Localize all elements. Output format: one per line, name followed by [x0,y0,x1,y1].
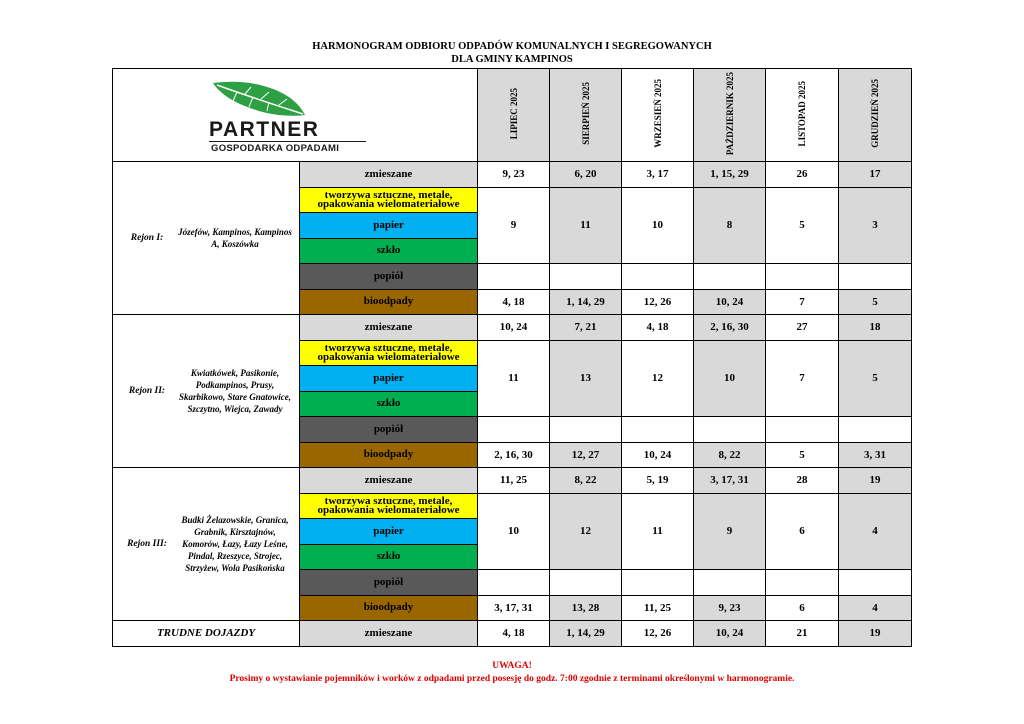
waste-type-plastic: tworzywa sztuczne, metale, opakowania wielomateriałowe [300,187,478,213]
mixed-date: 1, 14, 29 [550,621,622,647]
segregated-date: 11 [550,187,622,264]
leaf-icon [209,79,309,119]
waste-type-bio: bioodpady [300,595,478,621]
table-row [113,315,912,341]
ash-date [766,570,839,596]
bio-date: 12, 26 [622,289,694,315]
mixed-date: 2, 16, 30 [694,315,766,341]
mixed-date: 26 [766,162,839,188]
ash-date [839,417,912,443]
waste-type-ash: popiół [300,264,478,290]
segregated-date: 12 [550,493,622,570]
mixed-date: 3, 17, 31 [694,468,766,494]
ash-date [478,264,550,290]
mixed-date: 21 [766,621,839,647]
waste-type-paper: papier [300,519,478,545]
ash-date [550,417,622,443]
waste-type-mixed: zmieszane [300,315,478,341]
mixed-date: 19 [839,621,912,647]
region-towns: Kwiatkówek, Pasikonie, Podkampinos, Prusy, Skarbikowo, Stare Gnatowice, Szczytno, Wiejca, Zawady [178,368,291,414]
segregated-date: 7 [766,340,839,417]
bio-date: 10, 24 [694,289,766,315]
month-header: PAŹDZIERNIK 2025 [694,69,766,162]
logo [113,69,478,162]
month-header: LISTOPAD 2025 [766,69,839,162]
waste-type-mixed: zmieszane [300,468,478,494]
ash-date [766,264,839,290]
ash-date [839,570,912,596]
ash-date [478,417,550,443]
mixed-date: 4, 18 [622,315,694,341]
mixed-date: 27 [766,315,839,341]
region-cell [113,162,300,315]
table-row [113,468,912,494]
waste-type-plastic: tworzywa sztuczne, metale, opakowania wielomateriałowe [300,493,478,519]
waste-type-bio: bioodpady [300,442,478,468]
bio-date: 10, 24 [622,442,694,468]
bio-date: 3, 31 [839,442,912,468]
mixed-date: 12, 26 [622,621,694,647]
waste-type-ash: popiół [300,417,478,443]
waste-type-bio: bioodpady [300,289,478,315]
brand-subtitle: GOSPODARKA ODPADAMI [211,143,340,154]
bio-date: 3, 17, 31 [478,595,550,621]
mixed-date: 19 [839,468,912,494]
segregated-date: 10 [694,340,766,417]
segregated-date: 6 [766,493,839,570]
bio-date: 4 [839,595,912,621]
bio-date: 12, 27 [550,442,622,468]
segregated-date: 5 [766,187,839,264]
waste-type-paper: papier [300,213,478,239]
bio-date: 8, 22 [694,442,766,468]
page-subtitle: DLA GMINY KAMPINOS [451,54,573,65]
month-header: LIPIEC 2025 [478,69,550,162]
mixed-date: 11, 25 [478,468,550,494]
ash-date [766,417,839,443]
table-row [113,621,912,647]
mixed-date: 17 [839,162,912,188]
waste-type-glass: szkło [300,544,478,570]
region-cell [113,468,300,621]
ash-date [694,264,766,290]
region-name: Rejon III: [127,539,167,549]
page-title: HARMONOGRAM ODBIORU ODPADÓW KOMUNALNYCH I SEGREGOWANYCH [312,41,712,52]
region-cell [113,315,300,468]
bio-date: 4, 18 [478,289,550,315]
segregated-date: 9 [694,493,766,570]
mixed-date: 4, 18 [478,621,550,647]
mixed-date: 8, 22 [550,468,622,494]
mixed-date: 10, 24 [478,315,550,341]
segregated-date: 11 [478,340,550,417]
segregated-date: 9 [478,187,550,264]
segregated-date: 3 [839,187,912,264]
segregated-date: 10 [478,493,550,570]
region-name: Rejon II: [128,386,166,396]
ash-date [622,570,694,596]
segregated-date: 10 [622,187,694,264]
brand-name: PARTNER [209,118,320,141]
waste-type-paper: papier [300,366,478,392]
mixed-date: 6, 20 [550,162,622,188]
bio-date: 7 [766,289,839,315]
segregated-date: 13 [550,340,622,417]
region-towns: Budki Żelazowskie, Granica, Grabnik, Kirsztajnów, Komorów, Łazy, Łazy Leśne, Pindal, Rzeszyce, Strojec, Strzyżew, Wola Pasikońska [181,515,289,573]
bio-date: 9, 23 [694,595,766,621]
mixed-date: 9, 23 [478,162,550,188]
bio-date: 13, 28 [550,595,622,621]
ash-date [839,264,912,290]
waste-type-glass: szkło [300,391,478,417]
ash-date [622,264,694,290]
brand-divider [209,141,366,142]
month-header: GRUDZIEŃ 2025 [839,69,912,162]
waste-type-mixed: zmieszane [300,162,478,188]
bio-date: 11, 25 [622,595,694,621]
mixed-date: 10, 24 [694,621,766,647]
waste-type-mixed: zmieszane [300,621,478,647]
month-header: SIERPIEŃ 2025 [550,69,622,162]
mixed-date: 18 [839,315,912,341]
segregated-date: 8 [694,187,766,264]
header-row [113,69,912,162]
table-row [113,162,912,188]
region-name: Rejon I: [130,233,164,243]
segregated-date: 5 [839,340,912,417]
notice-text: Prosimy o wystawianie pojemników i worków z odpadami przed posesję do godz. 7:00 zgodnie z terminami określonymi w harmonogramie. [229,674,795,684]
notice-heading: UWAGA! [492,661,532,671]
bio-date: 1, 14, 29 [550,289,622,315]
ash-date [550,264,622,290]
bio-date: 5 [766,442,839,468]
segregated-date: 12 [622,340,694,417]
mixed-date: 7, 21 [550,315,622,341]
ash-date [694,417,766,443]
month-header: WRZESIEŃ 2025 [622,69,694,162]
region-towns: Józefów, Kampinos, Kampinos A, Koszówka [178,227,292,249]
ash-date [694,570,766,596]
waste-type-glass: szkło [300,238,478,264]
mixed-date: 3, 17 [622,162,694,188]
segregated-date: 4 [839,493,912,570]
mixed-date: 5, 19 [622,468,694,494]
bio-date: 2, 16, 30 [478,442,550,468]
bio-date: 6 [766,595,839,621]
ash-date [622,417,694,443]
ash-date [550,570,622,596]
waste-type-ash: popiół [300,570,478,596]
mixed-date: 1, 15, 29 [694,162,766,188]
schedule-table [112,68,912,647]
segregated-date: 11 [622,493,694,570]
waste-type-plastic: tworzywa sztuczne, metale, opakowania wielomateriałowe [300,340,478,366]
mixed-date: 28 [766,468,839,494]
difficult-access-label: TRUDNE DOJAZDY [113,621,300,647]
ash-date [478,570,550,596]
bio-date: 5 [839,289,912,315]
